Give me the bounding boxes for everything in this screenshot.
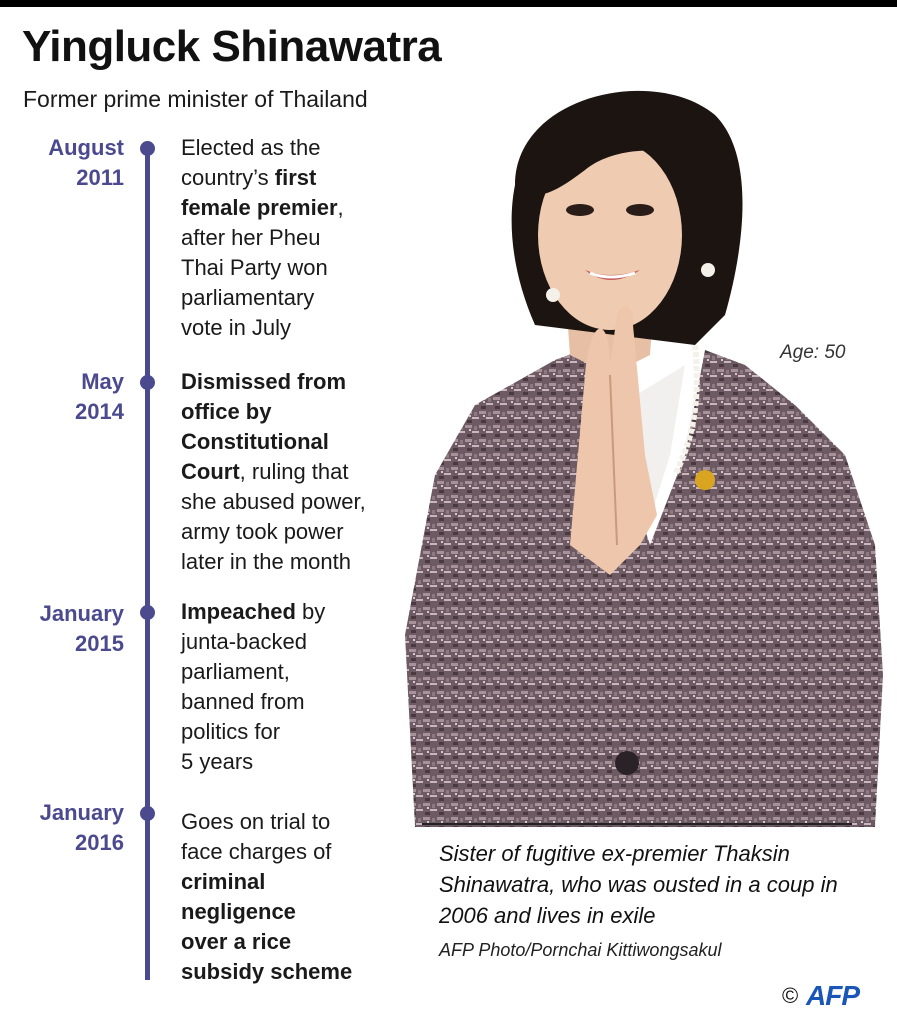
event-text-bold: criminal <box>181 869 266 894</box>
event-text: she abused power, <box>181 489 366 514</box>
event-text-bold: Constitutional <box>181 429 329 454</box>
event-line <box>181 457 396 487</box>
event-line <box>181 313 396 343</box>
timeline-event <box>181 367 396 577</box>
event-line <box>181 927 396 957</box>
date-year: 2014 <box>75 399 124 424</box>
timeline-date <box>20 798 124 858</box>
event-line <box>181 897 396 927</box>
event-text-bold: female premier <box>181 195 338 220</box>
event-text-bold: subsidy scheme <box>181 959 353 984</box>
event-line <box>181 163 396 193</box>
event-text: vote in July <box>181 315 292 340</box>
event-line <box>181 597 396 627</box>
date-month: May <box>81 369 124 394</box>
timeline-event <box>181 807 396 987</box>
timeline-dot <box>140 605 155 620</box>
event-text: after her Pheu <box>181 225 321 250</box>
timeline-date <box>20 599 124 659</box>
event-line <box>181 627 396 657</box>
event-line <box>181 547 396 577</box>
event-text: face charges of <box>181 839 332 864</box>
date-year: 2011 <box>76 165 124 190</box>
date-year: 2015 <box>75 631 124 656</box>
portrait-photo <box>395 75 887 827</box>
event-text: later in the month <box>181 549 351 574</box>
copyright-symbol: © <box>782 983 799 1008</box>
date-month: January <box>39 800 124 825</box>
event-text-bold: Dismissed from <box>181 369 347 394</box>
event-text: , <box>337 195 344 220</box>
timeline-date <box>20 133 124 193</box>
event-text: by <box>295 599 326 624</box>
event-text: 5 years <box>181 749 254 774</box>
event-line <box>181 747 396 777</box>
event-text: parliament, <box>181 659 290 684</box>
event-text-bold: office by <box>181 399 272 424</box>
event-line <box>181 807 396 837</box>
event-line <box>181 867 396 897</box>
photo-caption: Sister of fugitive ex-premier Thaksin Shinawatra, who was ousted in a coup in 2006 and lives in exile <box>439 841 838 928</box>
event-line <box>181 133 396 163</box>
date-month: August <box>48 135 124 160</box>
event-text: country’s <box>181 165 275 190</box>
event-line <box>181 397 396 427</box>
event-text: politics for <box>181 719 281 744</box>
timeline-dot <box>140 375 155 390</box>
top-border-bar <box>0 0 897 7</box>
event-text-bold: Impeached <box>181 599 296 624</box>
event-text-bold: first <box>274 165 317 190</box>
photo-credit: AFP Photo/Pornchai Kittiwongsakul <box>439 940 722 960</box>
afp-logo: AFP <box>806 980 859 1011</box>
event-text: , ruling that <box>239 459 349 484</box>
timeline-line <box>145 146 150 980</box>
event-line <box>181 657 396 687</box>
event-line <box>181 717 396 747</box>
event-text: Thai Party won <box>181 255 328 280</box>
event-text: banned from <box>181 689 305 714</box>
event-text-bold: Court <box>181 459 240 484</box>
timeline-date <box>20 367 124 427</box>
event-line <box>181 223 396 253</box>
event-text: parliamentary <box>181 285 315 310</box>
date-month: January <box>39 601 124 626</box>
page-subtitle: Former prime minister of Thailand <box>23 86 368 112</box>
event-text: Goes on trial to <box>181 809 331 834</box>
timeline-dot <box>140 141 155 156</box>
timeline-dot <box>140 806 155 821</box>
event-line <box>181 427 396 457</box>
age-label: Age: 50 <box>780 342 846 363</box>
event-line <box>181 957 396 987</box>
page-title: Yingluck Shinawatra <box>22 22 442 71</box>
caption-divider <box>422 823 852 825</box>
date-year: 2016 <box>75 830 124 855</box>
event-line <box>181 253 396 283</box>
event-line <box>181 517 396 547</box>
event-line <box>181 193 396 223</box>
timeline-event <box>181 133 396 343</box>
event-text: army took power <box>181 519 344 544</box>
event-text-bold: over a rice <box>181 929 292 954</box>
event-text-bold: negligence <box>181 899 296 924</box>
timeline-event <box>181 597 396 777</box>
event-text: junta-backed <box>181 629 307 654</box>
event-text: Elected as the <box>181 135 321 160</box>
event-line <box>181 487 396 517</box>
event-line <box>181 283 396 313</box>
event-line <box>181 367 396 397</box>
event-line <box>181 687 396 717</box>
event-line <box>181 837 396 867</box>
